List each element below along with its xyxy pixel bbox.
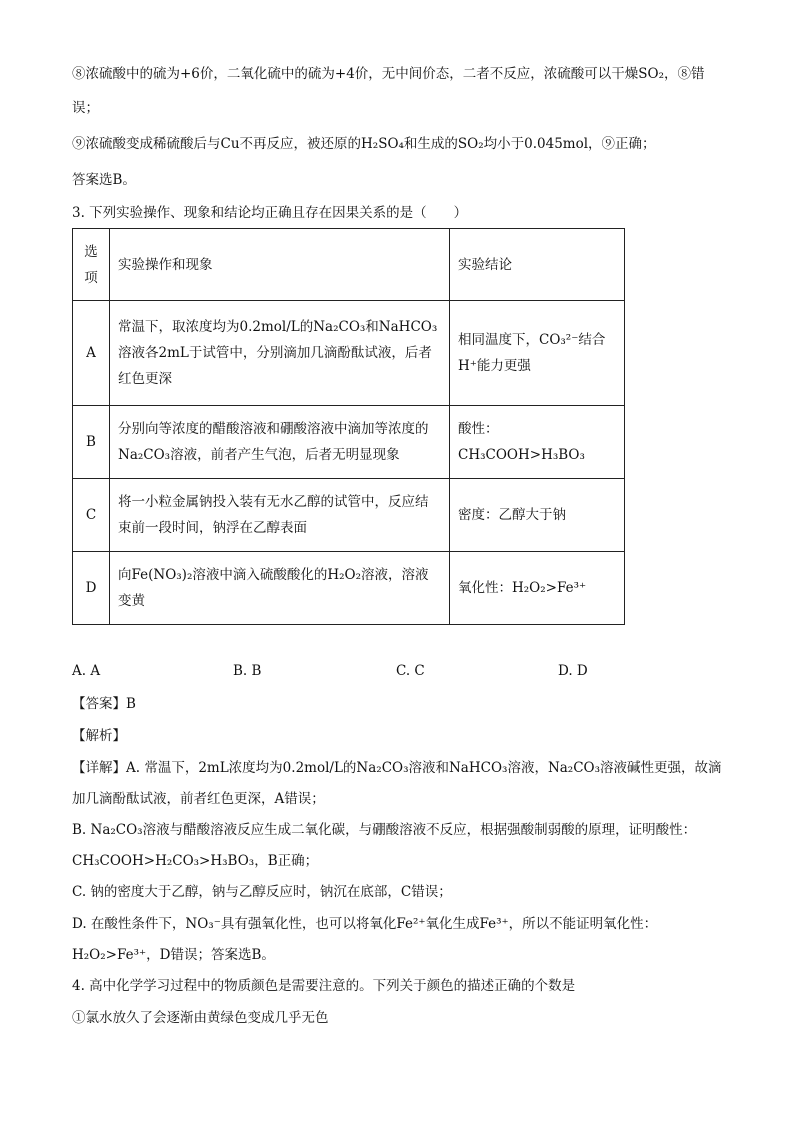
header-option: 选 项 — [73, 229, 110, 301]
choice-b: B. B — [233, 663, 262, 679]
question-3-stem: 3. 下列实验操作、现象和结论均正确且存在因果关系的是（ ） — [72, 205, 468, 221]
experiment-table — [72, 228, 625, 625]
answer-value: B — [126, 696, 136, 712]
answer-line: 答案选B。 — [72, 172, 136, 188]
choice-d: D. D — [558, 663, 588, 679]
row-conclusion: 相同温度下，CO₃²⁻结合 H⁺能力更强 — [450, 301, 625, 406]
header-conclusion: 实验结论 — [450, 229, 625, 301]
header-operation: 实验操作和现象 — [110, 229, 450, 301]
table-row — [73, 479, 625, 552]
analysis-item-8-cont: 误； — [72, 100, 99, 116]
row-operation: 分别向等浓度的醋酸溶液和硼酸溶液中滴加等浓度的 Na₂CO₃溶液，前者产生气泡，后者无明显现象 — [110, 406, 450, 479]
row-option: C — [73, 479, 110, 552]
row-operation: 常温下，取浓度均为0.2mol/L的Na₂CO₃和NaHCO₃ 溶液各2mL于试管中，分别滴加几滴酚酞试液，后者 红色更深 — [110, 301, 450, 406]
analysis-item-9: ⑨浓硫酸变成稀硫酸后与Cu不再反应，被还原的H₂SO₄和生成的SO₂均小于0.045mol，⑨正确； — [72, 136, 656, 152]
detail-line: 加几滴酚酞试液，前者红色更深，A错误； — [72, 791, 325, 807]
table-row — [73, 406, 625, 479]
table-header-row — [73, 229, 625, 301]
question-4-item-1: ①氯水放久了会逐渐由黄绿色变成几乎无色 — [72, 1010, 329, 1026]
detail-line: C. 钠的密度大于乙醇，钠与乙醇反应时，钠沉在底部，C错误； — [72, 884, 452, 900]
row-option: B — [73, 406, 110, 479]
detail-line: B. Na₂CO₃溶液与醋酸溶液反应生成二氧化碳，与硼酸溶液不反应，根据强酸制弱酸的原理，证明酸性： — [72, 822, 697, 838]
choice-a: A. A — [72, 663, 101, 679]
table-row — [73, 552, 625, 625]
row-operation: 向Fe(NO₃)₂溶液中滴入硫酸酸化的H₂O₂溶液，溶液 变黄 — [110, 552, 450, 625]
detail-line: 【详解】A. 常温下，2mL浓度均为0.2mol/L的Na₂CO₃溶液和NaHCO₃溶液，Na₂CO₃溶液碱性更强，故滴 — [72, 760, 722, 776]
row-option: D — [73, 552, 110, 625]
answer-row — [72, 694, 136, 714]
detail-line: CH₃COOH>H₂CO₃>H₃BO₃，B正确； — [72, 853, 319, 869]
table-row — [73, 301, 625, 406]
detail-line: D. 在酸性条件下，NO₃⁻具有强氧化性，也可以将氧化Fe²⁺氧化生成Fe³⁺，所以不能证明氧化性： — [72, 916, 658, 932]
row-conclusion: 密度：乙醇大于钠 — [450, 479, 625, 552]
question-4-stem: 4. 高中化学学习过程中的物质颜色是需要注意的。下列关于颜色的描述正确的个数是 — [72, 978, 576, 994]
analysis-item-8: ⑧浓硫酸中的硫为+6价，二氧化硫中的硫为+4价，无中间价态，二者不反应，浓硫酸可以干燥SO₂，⑧错 — [72, 66, 705, 82]
row-option: A — [73, 301, 110, 406]
detail-line: H₂O₂>Fe³⁺，D错误；答案选B。 — [72, 947, 275, 963]
analysis-tag: 【解析】 — [72, 728, 126, 744]
row-conclusion: 酸性：CH₃COOH>H₃BO₃ — [450, 406, 625, 479]
answer-tag: 【答案】 — [72, 696, 126, 712]
row-conclusion: 氧化性：H₂O₂>Fe³⁺ — [450, 552, 625, 625]
choice-c: C. C — [396, 663, 425, 679]
row-operation: 将一小粒金属钠投入装有无水乙醇的试管中，反应结 束前一段时间，钠浮在乙醇表面 — [110, 479, 450, 552]
